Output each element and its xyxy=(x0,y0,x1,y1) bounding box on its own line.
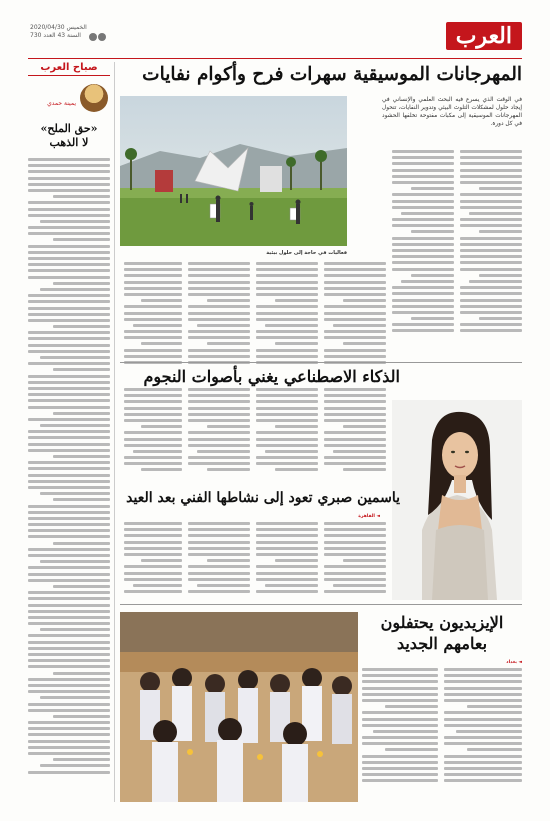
story4-dateline: ◄ بغداد xyxy=(506,660,522,665)
story2-headline: الذكاء الاصطناعي يغني بأصوات النجوم xyxy=(143,367,400,386)
story2-text-col1 xyxy=(324,388,386,475)
story1-text-col2 xyxy=(392,150,454,336)
story1-text-col3 xyxy=(324,262,386,367)
column-headline-line2: لا الذهب xyxy=(49,136,89,149)
issue-info xyxy=(30,24,87,40)
masthead xyxy=(0,22,550,56)
section-divider-1 xyxy=(120,362,522,363)
story4-headline-line2: بعامهم الجديد xyxy=(396,634,488,653)
story3-text-col1 xyxy=(324,522,386,596)
column-headline xyxy=(28,122,110,150)
column-divider xyxy=(114,62,115,802)
header-divider xyxy=(28,58,522,59)
column-section-title: صباح العرب xyxy=(28,62,110,76)
social-icon xyxy=(88,26,106,40)
yazidi-celebration-photo xyxy=(120,612,358,802)
singer-photo xyxy=(392,400,522,600)
author-name: يمينة حمدي xyxy=(47,100,76,107)
story2-text-col2 xyxy=(256,388,318,475)
story1-text-col6 xyxy=(124,262,182,367)
story4-text-col1 xyxy=(444,668,522,786)
story4-headline-line1: الإيزيديون يحتفلون xyxy=(380,613,504,632)
festival-photo xyxy=(120,96,347,246)
column-headline-line1: «حق الملح» xyxy=(40,122,98,135)
opinion-column xyxy=(28,62,110,802)
section-divider-2 xyxy=(120,604,522,605)
story1-text-col1 xyxy=(460,150,522,336)
story1-text-col4 xyxy=(256,262,318,367)
story4-headline xyxy=(362,612,522,654)
story2-text-col4 xyxy=(124,388,182,475)
issue-date: الخميس 2020/04/30 xyxy=(30,24,87,31)
story3-text-col4 xyxy=(124,522,182,596)
story3-dateline: ◄ القاهرة xyxy=(358,514,380,519)
story3-headline: ياسمين صبري تعود إلى نشاطها الفني بعد العيد xyxy=(126,490,400,506)
issue-number: السنة 43 العدد 730 xyxy=(30,32,81,39)
story4-text-col2 xyxy=(362,668,438,786)
story1-lead: في الوقت الذي يسرع فيه البحث العلمي والإنساني في إيجاد حلول لمشكلات التلوث البيئي وتدوير النفايات، تتحول المهرجانات الموسيقية إلى مكبات مفتوحة تخلفها الحشود في كل دورة. xyxy=(382,97,522,127)
story1-text-col5 xyxy=(188,262,250,367)
story3-text-col2 xyxy=(256,522,318,596)
author-avatar xyxy=(80,84,108,112)
column-body-text xyxy=(28,158,110,777)
story3-text-col3 xyxy=(188,522,250,596)
newspaper-logo: العرب xyxy=(446,22,522,50)
story1-headline: المهرجانات الموسيقية سهرات فرح وأكوام نفايات xyxy=(142,64,522,85)
story2-text-col3 xyxy=(188,388,250,475)
festival-photo-caption: فعاليات في حاجة إلى حلول بيئية xyxy=(266,250,347,256)
